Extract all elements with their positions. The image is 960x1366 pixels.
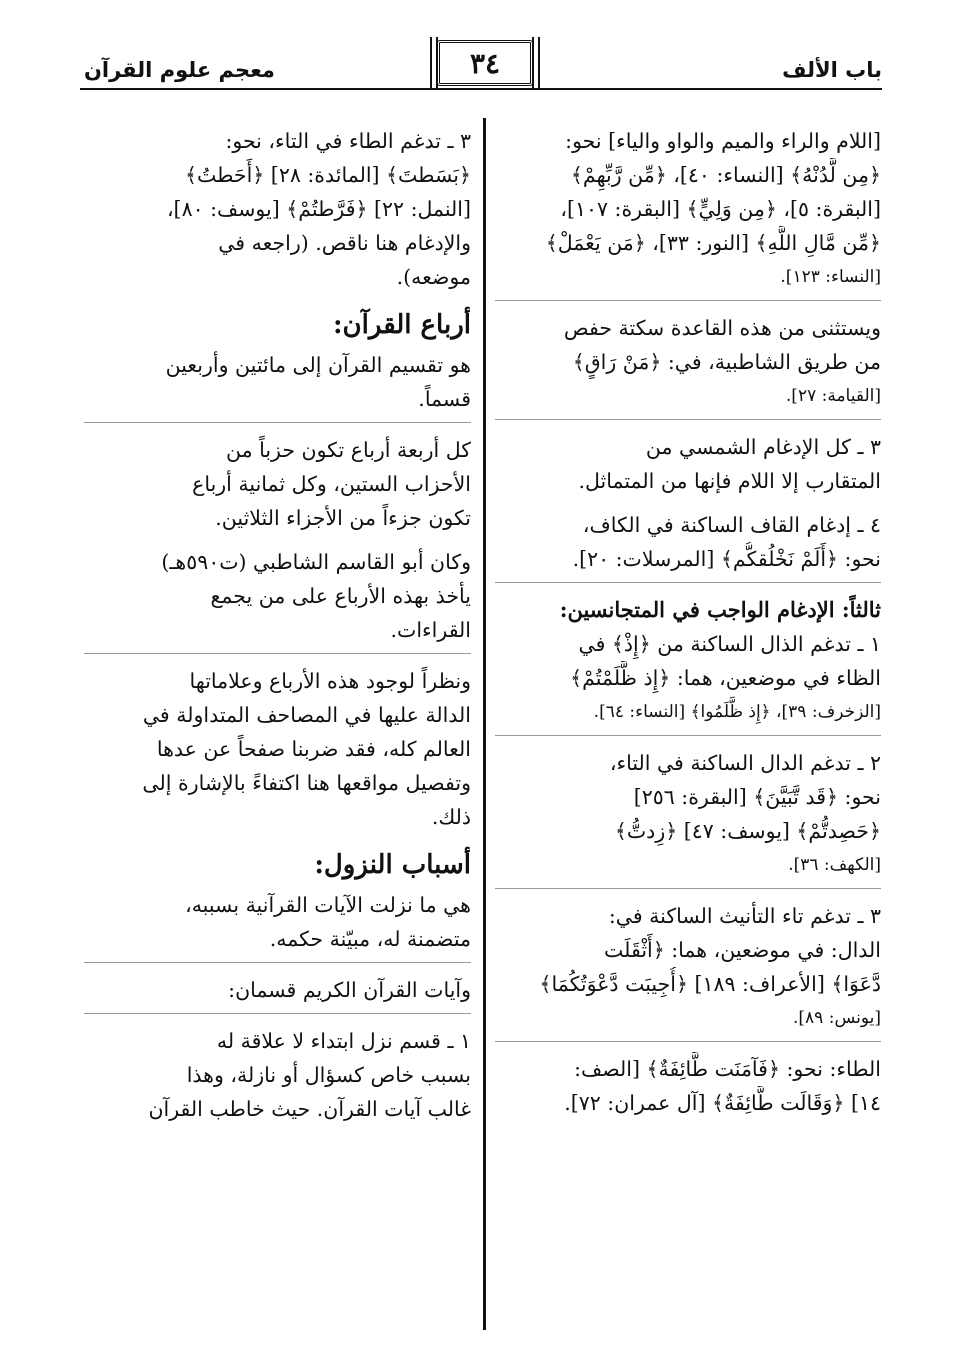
paragraph — [84, 973, 471, 1007]
text-line: ﴿بَسَطتَ﴾ [المائدة: ٢٨] ﴿أَحَطتُ﴾ — [184, 163, 471, 187]
text-line: وآيات القرآن الكريم قسمان: — [228, 978, 471, 1002]
text-line: يأخذ بهذه الأرباع على من يجمع — [210, 584, 471, 608]
divider — [84, 1013, 471, 1014]
text-line: وكان أبو القاسم الشاطبي (ت٥٩٠هـ) — [161, 550, 471, 574]
text-line: الدال: في موضعين، هما: ﴿أَثْقَلَت — [604, 938, 881, 962]
divider — [495, 300, 881, 301]
paragraph — [495, 746, 881, 882]
divider — [84, 422, 471, 423]
paragraph — [495, 627, 881, 729]
paragraph — [495, 1052, 881, 1120]
page-number: ٣٤ — [437, 40, 533, 86]
text-line: ﴿مِن لَّدُنْهُ﴾ [النساء: ٤٠]، ﴿مِّن رَّبِّهِمْ﴾ — [570, 163, 881, 187]
text-line: هو تقسيم القرآن إلى مائتين وأربعين — [165, 353, 471, 377]
paragraph — [84, 545, 471, 647]
text-line: والإدغام هنا ناقص. (راجعه في — [218, 231, 471, 255]
divider — [495, 582, 881, 583]
paragraph — [495, 311, 881, 413]
paragraph — [84, 1024, 471, 1126]
text-line: ١٤] ﴿وَقَالَت طَّائِفَةٌ﴾ [آل عمران: ٧٢]. — [564, 1091, 881, 1115]
divider — [495, 888, 881, 889]
section-heading: أرباع القرآن: — [332, 310, 471, 340]
text-line: تكون جزءاً من الأجزاء الثلاثين. — [215, 506, 471, 530]
text-line: ١ ـ قسم نزل ابتداء لا علاقة له — [216, 1029, 471, 1053]
text-line: ١ ـ تدغم الذال الساكنة من ﴿إِذْ﴾ في — [578, 632, 881, 656]
right-column — [495, 124, 881, 1120]
text-line: الدالة عليها في المصاحف المتداولة في — [142, 703, 471, 727]
text-line: [اللام والراء والميم والواو والياء] نحو: — [565, 129, 881, 153]
text-line: [النمل: ٢٢] ﴿فَرَّطتُمْ﴾ [يوسف: ٨٠]، — [166, 197, 471, 221]
text-line: المتقارب إلا اللام فإنها من المتماثل. — [578, 469, 881, 493]
header-rule — [80, 88, 882, 90]
text-line: من طريق الشاطبية، في: ﴿مَنْ رَاقٍ﴾ — [572, 350, 881, 374]
divider — [84, 962, 471, 963]
text-line: [يونس: ٨٩]. — [793, 1008, 881, 1028]
text-line: غالب آيات القرآن. حيث خاطب القرآن — [148, 1097, 471, 1121]
paragraph — [495, 430, 881, 498]
text-line: قسماً. — [418, 387, 471, 411]
paragraph — [495, 899, 881, 1035]
paragraph — [84, 664, 471, 834]
divider — [84, 653, 471, 654]
divider — [495, 1041, 881, 1042]
text-line: متضمنة له، مبيّنة حكمه. — [269, 927, 471, 951]
text-line: ونظراً لوجود هذه الأرباع وعلاماتها — [189, 669, 471, 693]
text-line: ٤ ـ إدغام القاف الساكنة في الكاف، — [582, 513, 881, 537]
text-line: [البقرة: ٥]، ﴿مِن وَلِيٍّ﴾ [البقرة: ١٠٧]، — [560, 197, 881, 221]
text-line: [النساء: ١٢٣]. — [780, 267, 881, 287]
chapter-title: باب الألف — [782, 58, 882, 82]
text-line: دَّعَوَا﴾ [الأعراف: ١٨٩] ﴿أُجِيبَت دَّعْوَتُكُمَا﴾ — [539, 972, 881, 996]
text-line: [الزخرف: ٣٩]، ﴿إِذ ظَّلَمُوا﴾ [النساء: ٦٤]. — [593, 702, 881, 722]
text-line: هي ما نزلت الآيات القرآنية بسببه، — [185, 893, 471, 917]
text-line: كل أربعة أرباع تكون حزباً من — [225, 438, 471, 462]
text-line: ﴿حَصِدتُّمْ﴾ [يوسف: ٤٧] ﴿زِدتُّ﴾ — [614, 819, 881, 843]
text-line: ﴿مِّن مَّالِ اللَّهِ﴾ [النور: ٣٣]، ﴿مَن يَعْمَلْ﴾ — [545, 231, 881, 255]
text-line: ٣ ـ تدغم الطاء في التاء، نحو: — [225, 129, 471, 153]
paragraph — [84, 433, 471, 535]
text-line: ويستثنى من هذه القاعدة سكتة حفص — [563, 316, 881, 340]
text-line: الطاء: نحو: ﴿فَآمَنَت طَّائِفَةٌ﴾ [الصف: — [574, 1057, 881, 1081]
text-line: وتفصيل مواقعها هنا اكتفاءً بالإشارة إلى — [142, 771, 471, 795]
text-line: الظاء في موضعين، هما: ﴿إِذ ظَّلَمْتُمْ﴾ — [570, 666, 881, 690]
text-line: [الكهف: ٣٦]. — [788, 855, 881, 875]
text-line: ٣ ـ تدغم تاء التأنيث الساكنة في: — [608, 904, 881, 928]
text-line: ٢ ـ تدغم الدال الساكنة في التاء، — [609, 751, 881, 775]
book-title: معجم علوم القرآن — [84, 58, 275, 82]
left-column — [84, 124, 471, 1126]
text-line: بسبب خاص كسؤال أو نازلة، وهذا — [186, 1063, 471, 1087]
text-line: [القيامة: ٢٧]. — [785, 386, 881, 406]
section-subheading: ثالثاً: الإدغام الواجب في المتجانسين: — [559, 597, 881, 622]
text-line: موضعه). — [396, 265, 471, 289]
text-line: ٣ ـ كل الإدغام الشمسي من — [645, 435, 881, 459]
paragraph — [84, 888, 471, 956]
section-heading: أسباب النزول: — [314, 850, 471, 880]
paragraph — [495, 124, 881, 294]
paragraph — [84, 348, 471, 416]
paragraph — [84, 124, 471, 294]
divider — [495, 735, 881, 736]
text-line: القراءات. — [390, 618, 471, 642]
text-line: العالم كله، فقد ضربنا صفحاً عن عدها — [156, 737, 471, 761]
text-line: نحو: ﴿قَد تَّبَيَّنَ﴾ [البقرة: ٢٥٦] — [633, 785, 881, 809]
text-line: نحو: ﴿أَلَمْ نَخْلُقكُّم﴾ [المرسلات: ٢٠]. — [572, 547, 881, 571]
divider — [495, 419, 881, 420]
column-divider — [483, 118, 486, 1330]
text-line: ذلك. — [431, 805, 471, 829]
text-line: الأحزاب الستين، وكل ثمانية أرباع — [192, 472, 471, 496]
paragraph — [495, 508, 881, 576]
